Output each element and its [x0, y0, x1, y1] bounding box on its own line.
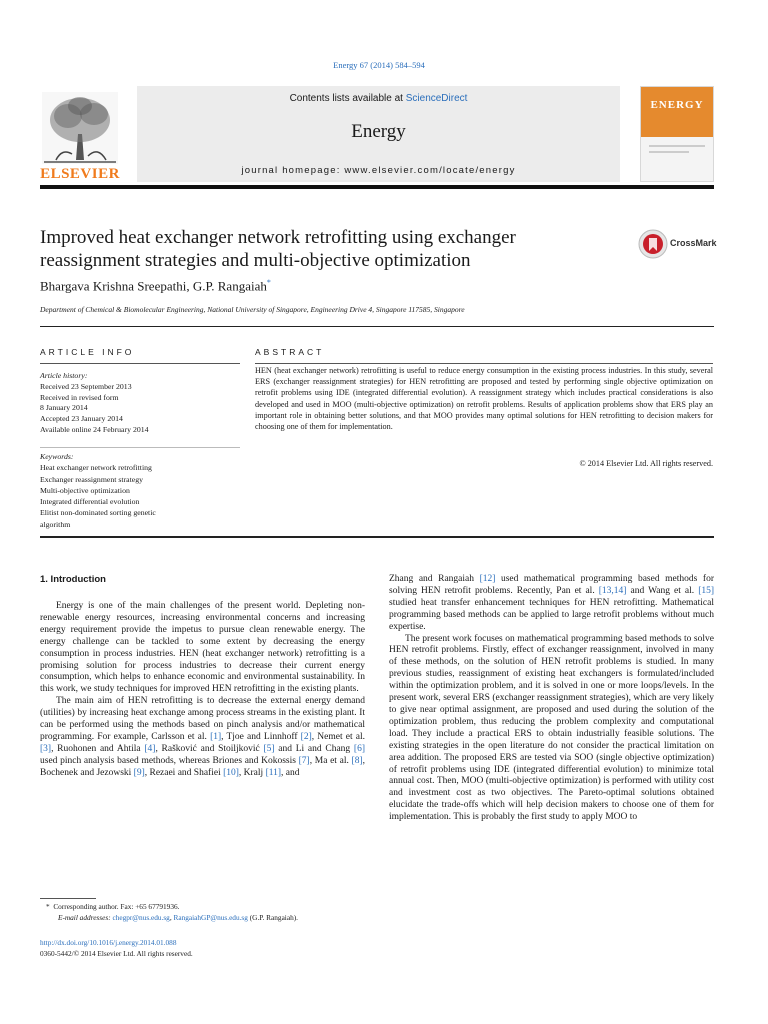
header-rule — [40, 185, 714, 189]
paragraph: The present work focuses on mathematical programming based methods to solve HEN retrofit problems. Firstly, effect of exchanger reassignment, involved in many of these methods, on the solution of HEN retrofit problems is studied. In many previous studies, reassignment of existing heat exchangers is formulated/included within the optimization problem, and it is solved in one or more loops/levels. In the present work, several ERS (exchanger reassignment strategies), which are very likely to give near optimal assignment, are proposed and used during the solution of the optimization problem, thus reducing the problem complexity and computational load. They include a practical ERS to obtain industrially feasible solutions. The existing strategies in the open literature do not consider the practical limitation on area addition. The proposed ERS are tested via SOO (single objective optimization) of retrofit problems using IDE (integrated differential evolution) to minimize total annual cost. Then, MOO (multi-objective optimization) is performed with utility cost and investment cost as two objectives. The Pareto-optimal solutions obtained elucidate the trade-offs which will help decision makers to choose one of them for implementation. This is probably the first study to apply MOO to — [389, 633, 714, 823]
email-link[interactable]: RangaiahGP@nus.edu.sg — [173, 912, 248, 922]
text-run: , Tjoe and Linnhoff — [221, 731, 301, 742]
affiliation: Department of Chemical & Biomolecular Engineering, National University of Singapore, Engineering Drive 4, Singapore 117585, Singapore — [40, 305, 465, 314]
history-item: Available online 24 February 2014 — [40, 424, 149, 434]
email-owner: (G.P. Rangaiah). — [247, 912, 298, 922]
sciencedirect-link[interactable]: ScienceDirect — [405, 93, 468, 104]
divider — [40, 363, 240, 364]
article-title-line-2: reassignment strategies and multi-objective optimization — [40, 250, 471, 271]
footnote-mark: * — [46, 902, 50, 911]
email-label: E-mail addresses: — [58, 912, 113, 922]
footnote-corresponding — [46, 902, 376, 913]
text-run: , Rezaei and Shafiei — [144, 767, 224, 778]
citation-link[interactable]: [5] — [263, 743, 275, 754]
keyword-item: Exchanger reassignment strategy — [40, 474, 144, 484]
history-item: Received 23 September 2013 — [40, 381, 132, 391]
publisher-name: ELSEVIER — [40, 166, 120, 182]
footnote — [46, 902, 376, 923]
article-title — [40, 226, 620, 272]
issn-line: 0360-5442/© 2014 Elsevier Ltd. All rights reserved. — [40, 948, 193, 958]
email-link[interactable]: chegpr@nus.edu.sg — [112, 912, 170, 922]
keywords — [40, 451, 245, 530]
citation-link[interactable]: [7] — [298, 755, 310, 766]
body-column-left — [40, 601, 365, 780]
text-run: and Wang et al. — [626, 585, 699, 596]
article-history — [40, 371, 245, 436]
keywords-label: Keywords: — [40, 452, 74, 461]
citation-link[interactable]: [8] — [351, 755, 363, 766]
citation-link[interactable]: [13,14] — [598, 585, 627, 596]
corresponding-author-mark[interactable]: * — [266, 278, 271, 287]
authors — [40, 278, 271, 294]
citation-link[interactable]: [3] — [40, 743, 52, 754]
email-separator: , — [169, 912, 174, 922]
footnote-text: Corresponding author. Fax: +65 67791936. — [53, 902, 180, 911]
body-column-right — [389, 574, 714, 824]
citation-link[interactable]: [12] — [479, 574, 496, 584]
keyword-item: algorithm — [40, 519, 71, 529]
citation-link[interactable]: [1] — [210, 731, 222, 742]
cover-line — [649, 151, 689, 153]
article-title-line-1: Improved heat exchanger network retrofitting using exchanger — [40, 227, 516, 248]
citation-link[interactable]: [15] — [698, 585, 715, 596]
text-run: , and — [281, 767, 300, 778]
journal-reference[interactable]: Energy 67 (2014) 584–594 — [333, 60, 425, 70]
keyword-item: Elitist non-dominated sorting genetic — [40, 508, 156, 518]
history-item: Received in revised form — [40, 392, 119, 402]
divider — [40, 536, 714, 538]
text-run: , Kralj — [238, 767, 266, 778]
citation-link[interactable]: [2] — [300, 731, 312, 742]
citation-link[interactable]: [11] — [265, 767, 282, 778]
text-run: , Bochenek and Jezowski — [40, 755, 365, 778]
article-info-heading: ARTICLE INFO — [40, 347, 135, 357]
author-names: Bhargava Krishna Sreepathi, G.P. Rangaiah — [40, 278, 267, 294]
history-item: 8 January 2014 — [40, 403, 88, 413]
doi-block — [40, 938, 193, 959]
text-run: , Nemet et al. — [311, 731, 365, 742]
text-run: used pinch analysis based methods, whereas Briones and Kokossis — [40, 755, 299, 766]
citation-link[interactable]: [4] — [144, 743, 156, 754]
text-run: , Rašković and Stoiljković — [155, 743, 264, 754]
text-run: studied heat transfer enhancement techniques for HEN retrofitting. Mathematical programming based methods can be applied to large retrofit problems without much expertise. — [389, 597, 714, 632]
keyword-item: Integrated differential evolution — [40, 497, 140, 507]
citation-link[interactable]: [9] — [133, 767, 145, 778]
footnote-emails — [46, 913, 376, 924]
history-item: Accepted 23 January 2014 — [40, 414, 123, 424]
abstract-heading: ABSTRACT — [255, 347, 325, 357]
citation-link[interactable]: [6] — [353, 743, 365, 754]
crossmark-icon — [638, 229, 668, 259]
crossmark-label: CrossMark — [670, 238, 717, 248]
abstract-copyright: © 2014 Elsevier Ltd. All rights reserved. — [579, 459, 713, 468]
text-run: used mathematical programming based methods for solving HEN retrofit problems. Recently, Pan et al. — [389, 574, 714, 596]
divider — [40, 447, 240, 448]
section-heading-introduction: 1. Introduction — [40, 574, 106, 585]
doi-link[interactable]: http://dx.doi.org/10.1016/j.energy.2014.01.088 — [40, 938, 177, 947]
footnote-rule — [40, 898, 96, 899]
journal-cover-thumbnail[interactable] — [640, 86, 714, 182]
history-label: Article history: — [40, 371, 88, 380]
text-run: , Ruohonen and Ahtila — [51, 743, 145, 754]
divider — [255, 363, 713, 364]
citation-link[interactable]: [10] — [223, 767, 239, 778]
contents-line — [137, 93, 620, 104]
text-run: The main aim of HEN retrofitting is to decrease the external energy demand (utilities) by increasing heat exchange among process streams in the existing plant. It can be performed using the methods based on pinch analysis and/or mathematical programming. For example, Carlsson et al. — [40, 696, 365, 742]
divider — [40, 326, 714, 327]
journal-homepage[interactable]: journal homepage: www.elsevier.com/locate/energy — [241, 165, 516, 176]
text-run: and Li and Chang — [274, 743, 354, 754]
paragraph: Energy is one of the main challenges of the present world. Depleting non-renewable energy resources, increasing environmental concerns and increasing energy requirement provide the impetus to pursue clean renewable energy. The energy challenge can be tackled to some extent by decreasing the energy consumption in process industries. HEN (heat exchanger network) retrofitting is a promising solution for process industries to decrease their current energy consumption, which helps to enhance economic and environmental sustainability. In this work, we study techniques for improved HEN retrofitting in the existing plants. — [40, 601, 365, 695]
text-run: , Ma et al. — [309, 755, 352, 766]
contents-prefix: Contents lists available at — [289, 93, 406, 104]
paragraph — [389, 574, 714, 634]
cover-art — [641, 87, 713, 137]
abstract-text: HEN (heat exchanger network) retrofitting is useful to reduce energy consumption in the existing process industries. In this study, several ERS (exchanger reassignment strategies) for HEN retrofitting are proposed and tested by performing single objective optimization on retrofit problems using IDE (integrated differential evolution). A reassignment strategy which includes practical considerations is also developed and used in MOO (multi-objective optimization) on retrofit problems. Results of application problems show that ERS play an important role in obtaining better solutions, and that MOO provides many optimal solutions for HEN retrofitting to decision makers for choosing one of them for implementation. — [255, 366, 713, 432]
elsevier-logo[interactable] — [38, 88, 122, 184]
text-run: Zhang and Rangaiah — [389, 574, 480, 584]
keyword-item: Heat exchanger network retrofitting — [40, 463, 152, 473]
crossmark-badge[interactable] — [638, 229, 728, 261]
keyword-item: Multi-objective optimization — [40, 485, 130, 495]
cover-line — [649, 145, 705, 147]
journal-name: Energy — [351, 121, 406, 142]
cover-title: ENERGY — [650, 99, 704, 111]
paragraph — [40, 696, 365, 779]
